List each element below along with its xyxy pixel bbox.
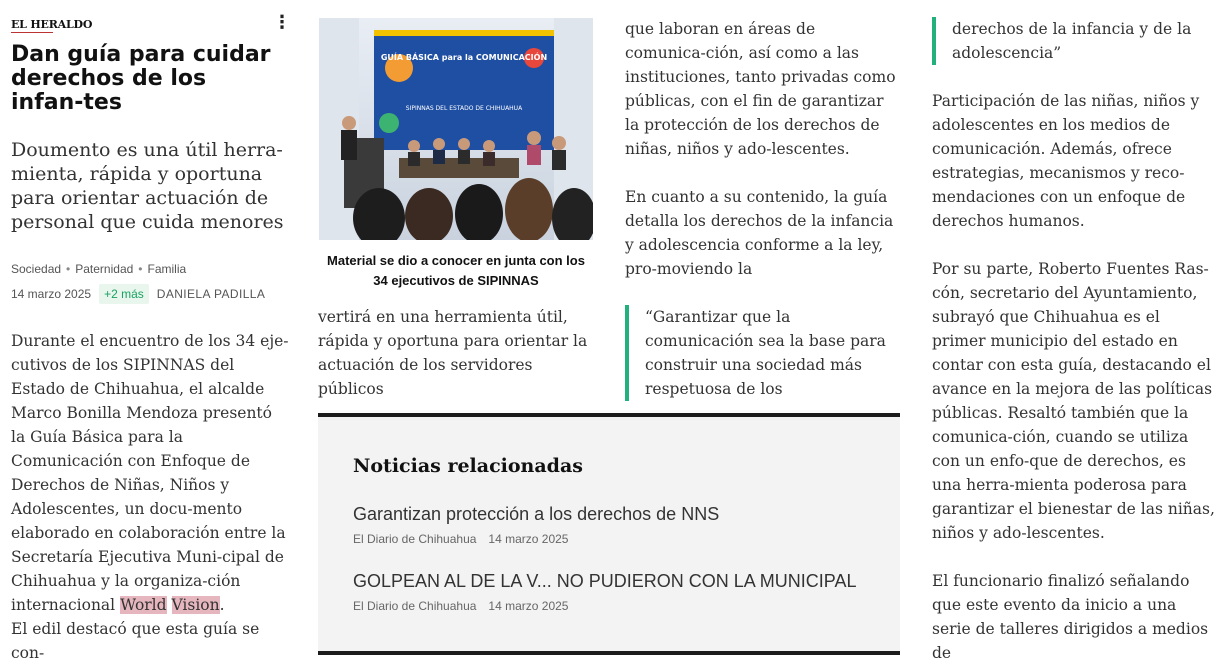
category-link[interactable]: Paternidad <box>75 262 134 276</box>
photo-banner-text: GUÍA BÁSICA para la COMUNICACIÓN <box>380 53 548 62</box>
article-photo[interactable] <box>319 18 593 240</box>
article-title: Dan guía para cuidar derechos de los infan-tes <box>11 42 271 115</box>
pull-quote-text: derechos de la infancia y de la adolescencia” <box>952 20 1192 62</box>
related-news-date: 14 marzo 2025 <box>488 599 569 613</box>
related-news-source: El Diario de Chihuahua <box>353 532 477 546</box>
category-list: Sociedad • Paternidad • Familia <box>11 262 187 276</box>
related-news-heading: Noticias relacionadas <box>353 455 583 477</box>
related-news-item[interactable] <box>353 503 883 546</box>
article-paragraph: vertirá en una herramienta útil, rápida y oportuna para orientar la actuación de los servidores públicos <box>318 308 588 398</box>
article-paragraph: El funcionario finalizó señalando que este evento da inicio a una serie de talleres dirigidos a medios de <box>932 572 1209 662</box>
related-news-item[interactable] <box>353 570 883 613</box>
article-paragraph: Por su parte, Roberto Fuentes Ras-cón, secretario del Ayuntamiento, subrayó que Chihuahua es el primer municipio del estado en contar con esta guía, destacando el avance en la mejora de las políticas públicas. Resaltó también que la comunica-ción, cuando se utiliza con un enfo-que de derechos, es una herra-mienta poderosa para garantizar el bienestar de las niñas, niños y ado-lescentes. <box>932 260 1215 542</box>
article-meta <box>11 284 265 304</box>
related-news-title[interactable]: GOLPEAN AL DE LA V... NO PUDIERON CON LA MUNICIPAL <box>353 571 857 591</box>
article-paragraph: que laboran en áreas de comunica-ción, así como a las instituciones, tanto privadas como públicas, con el fin de garantizar la protección de los derechos de niñas, niños y ado-lescentes. <box>625 20 896 158</box>
photo-illustration <box>319 18 593 240</box>
site-logo[interactable]: EL HERALDO <box>11 18 93 31</box>
photo-caption: Material se dio a conocer en junta con los 34 ejecutivos de SIPINNAS <box>327 253 585 288</box>
category-link[interactable]: Familia <box>147 262 187 276</box>
highlighted-word: World <box>120 596 167 614</box>
author-name[interactable]: DANIELA PADILLA <box>156 287 266 301</box>
pull-quote <box>932 17 1207 65</box>
photo-banner-text: SIPINNAS DEL ESTADO DE CHIHUAHUA <box>405 105 523 112</box>
related-news-date: 14 marzo 2025 <box>488 532 569 546</box>
pull-quote-text: “Garantizar que la comunicación sea la base para construir una sociedad más respetuosa de los <box>645 308 886 398</box>
related-news-box <box>318 413 900 655</box>
more-options-icon[interactable]: ⋮ <box>273 12 291 33</box>
related-news-meta <box>353 532 883 546</box>
article-subtitle: Doumento es una útil herra-mienta, rápida y oportuna para orientar actuación de personal que cuida menores <box>11 139 284 233</box>
article-paragraph: En cuanto a su contenido, la guía detalla los derechos de la infancia y adolescencia conforme a la ley, pro-moviendo la <box>625 188 894 278</box>
article-paragraph: Durante el encuentro de los 34 eje-cutivos de los SIPINNAS del Estado de Chihuahua, el alcalde Marco Bonilla Mendoza presentó la Guía Básica para la Comunicación con Enfoque de Derechos de Niñas, Niños y Adolescentes, un docu-mento elaborado en colaboración entre la Secretaría Ejecutiva Muni-cipal de Chihuahua y la organiza-ción internacional World Vision. <box>11 332 289 614</box>
related-news-source: El Diario de Chihuahua <box>353 599 477 613</box>
related-news-title[interactable]: Garantizan protección a los derechos de NNS <box>353 504 720 524</box>
article-paragraph: Participación de las niñas, niños y adolescentes en los medios de comunicación. Además, ofrece estrategias, mecanismos y reco-mendaciones con un enfoque de derechos humanos. <box>932 92 1200 230</box>
category-link[interactable]: Sociedad <box>11 262 62 276</box>
more-categories-button[interactable]: +2 más <box>99 284 149 304</box>
highlighted-word: Vision <box>171 596 220 614</box>
pull-quote <box>625 305 900 401</box>
article-paragraph: El edil destacó que esta guía se con- <box>11 620 260 662</box>
publish-date: 14 marzo 2025 <box>11 287 92 301</box>
related-news-meta <box>353 599 883 613</box>
